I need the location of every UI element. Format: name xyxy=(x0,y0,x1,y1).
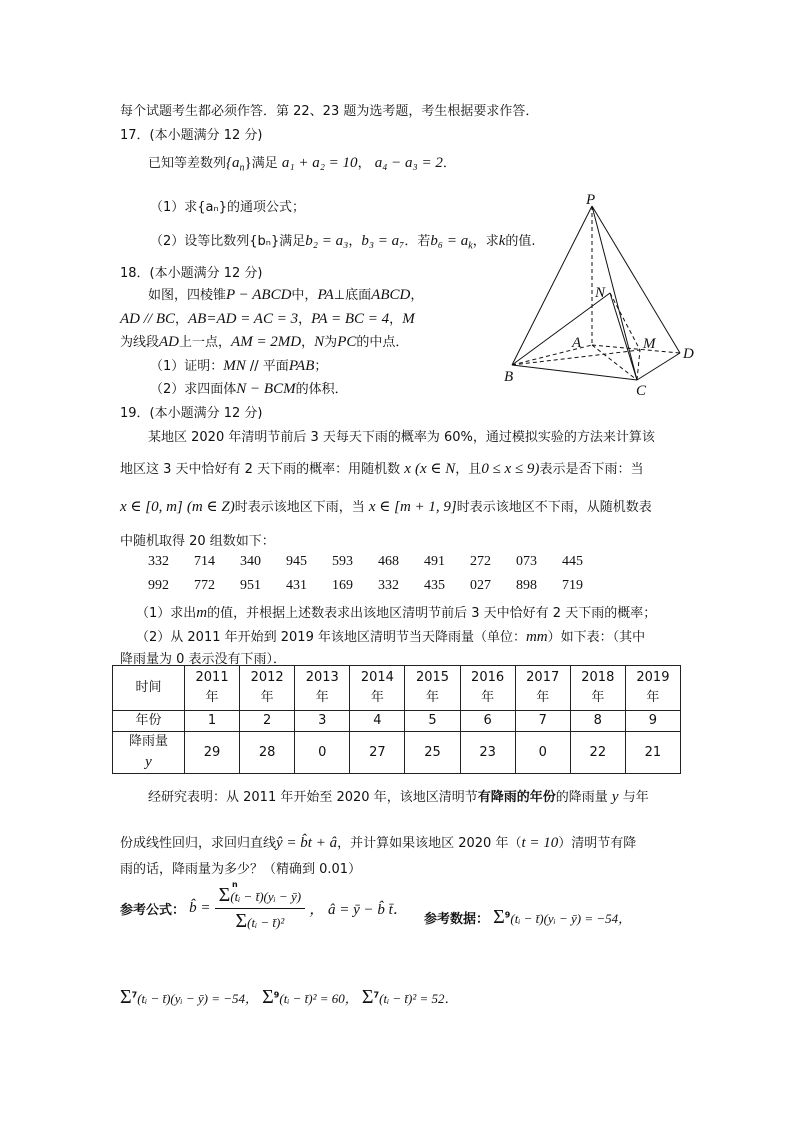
random-row-2 xyxy=(148,578,608,594)
table-cell: 4 xyxy=(350,711,405,732)
label-D: D xyxy=(683,346,694,362)
table-cell: 0 xyxy=(515,732,570,774)
q18-line3: 为线段AD上一点，AM = 2MD，N为PC的中点． xyxy=(120,334,409,350)
reference-formula: 参考公式： b̂ = $\frac{\text{Σ(tᵢ − t̄)(yᵢ − ȳ)}}{\text{Σ(tᵢ − t̄)²}}$ ， â = ȳ − b̂ t̄． xyxy=(120,884,408,932)
table-cell: 29 xyxy=(185,732,240,774)
random-number: 714 xyxy=(194,554,215,569)
edge-AD xyxy=(592,345,680,353)
edge-BC xyxy=(512,365,637,380)
table-cell: 3 xyxy=(295,711,350,732)
q19-after-table: 经研究表明：从 2011 年开始至 2020 年，该地区清明节有降雨的年份的降雨量 y 与年 xyxy=(148,789,649,805)
q17-part2: （2）设等比数列{bₙ}满足b₂ = a₃，b₃ = a₇．若$b_6 = a_k$，求k的值. xyxy=(150,233,536,252)
random-number: 719 xyxy=(562,578,583,593)
q19-line3: x ∈ [0, m] (m ∈ Z)时表示该地区下雨，当 x ∈ [m + 1, 9]时表示该地区不下雨，从随机数表 xyxy=(120,499,652,515)
random-number: 073 xyxy=(516,554,537,569)
table-cell-head: 年份 xyxy=(113,711,185,732)
table-cell: 2013 年 xyxy=(295,666,350,711)
q19-regression-line: 份成线性回归，求回归直线ŷ = b̂t + â，并计算如果该地区 2020 年（t = 10）清明节有降 xyxy=(120,835,637,851)
q18-part2: （2）求四面体N − BCM的体积． xyxy=(150,381,348,397)
table-cell: 2015 年 xyxy=(405,666,460,711)
sum-top-limit: n xyxy=(232,880,238,889)
edge-CM xyxy=(637,350,640,380)
table-cell: 9 xyxy=(625,711,680,732)
q18-heading: 18．(本小题满分 12 分) xyxy=(120,266,263,281)
random-number: 027 xyxy=(470,578,491,593)
random-number: 431 xyxy=(286,578,307,593)
table-cell: 27 xyxy=(350,732,405,774)
table-cell-head: 降雨量 y xyxy=(113,732,185,774)
random-number: 593 xyxy=(332,554,353,569)
table-cell: 23 xyxy=(460,732,515,774)
q19-question: 雨的话，降雨量为多少？（精确到 0.01） xyxy=(120,862,362,877)
table-cell: 2019 年 xyxy=(625,666,680,711)
label-A: A xyxy=(572,335,582,351)
random-number: 435 xyxy=(424,578,445,593)
reference-data-row2: $\Sigma^7(tᵢ$ − t̄)(yᵢ − ȳ) = −54， $\Sigma^9(tᵢ$ − t̄)² = 60， $\Sigma^7(tᵢ$ − t̄)² = 52． xyxy=(120,986,458,1008)
reference-data: 参考数据： $\Sigma^9(tᵢ$ − t̄)(yᵢ − ȳ) = −54， xyxy=(424,906,632,928)
random-number: 951 xyxy=(240,578,261,593)
table-cell: 2016 年 xyxy=(460,666,515,711)
random-row-1 xyxy=(148,554,608,570)
label-B: B xyxy=(504,369,514,385)
random-number: 491 xyxy=(424,554,445,569)
edge-BM xyxy=(512,350,640,365)
random-number: 468 xyxy=(378,554,399,569)
table-row-y xyxy=(113,732,681,774)
edge-AC xyxy=(592,345,637,380)
q19-line2: 地区这 3 天中恰好有 2 天下雨的概率：用随机数 x (x ∈ N，且0 ≤ x ≤ 9)表示是否下雨：当 xyxy=(120,461,644,477)
random-number: 992 xyxy=(148,578,169,593)
table-cell: 8 xyxy=(570,711,625,732)
random-number: 772 xyxy=(194,578,215,593)
random-number: 945 xyxy=(286,554,307,569)
table-cell: 1 xyxy=(185,711,240,732)
table-cell: 2018 年 xyxy=(570,666,625,711)
random-number: 445 xyxy=(562,554,583,569)
q18-part1: （1）证明：MN // 平面PAB； xyxy=(150,358,328,374)
random-number: 272 xyxy=(470,554,491,569)
q18-line1: 如图，四棱锥P − ABCD中，PA⊥底面ABCD， xyxy=(148,287,424,303)
q19-heading: 19．(本小题满分 12 分) xyxy=(120,406,263,421)
pyramid-figure xyxy=(500,190,710,400)
label-N: N xyxy=(595,285,606,301)
label-P: P xyxy=(586,192,596,208)
q19-part2-note: 降雨量为 0 表示没有下雨）． xyxy=(120,652,287,667)
table-cell: 28 xyxy=(240,732,295,774)
q17-heading: 17．(本小题满分 12 分) xyxy=(120,128,263,143)
rainfall-table xyxy=(112,665,681,774)
q19-part1: （1）求出m的值，并根据上述数表求出该地区清明节前后 3 天中恰好有 2 天下雨的概率； xyxy=(136,605,657,621)
table-row-year xyxy=(113,666,681,711)
q19-line1: 某地区 2020 年清明节前后 3 天每天下雨的概率为 60%，通过模拟实验的方法来计算该 xyxy=(148,430,655,445)
table-row-t xyxy=(113,711,681,732)
table-cell: 25 xyxy=(405,732,460,774)
bhat-fraction: $\frac{\text{Σ(tᵢ − t̄)(yᵢ − ȳ)}}{\text{Σ(tᵢ − t̄)²}}$ xyxy=(215,884,305,933)
table-cell: 0 xyxy=(295,732,350,774)
q17-stem: 已知等差数列$\{a_n\}$满足 a₁ + a₂ = 10， a₄ − a₃ = 2． xyxy=(148,155,456,174)
intro-line: 每个试题考生都必须作答．第 22、23 题为选考题，考生根据要求作答． xyxy=(120,104,539,119)
table-cell: 7 xyxy=(515,711,570,732)
table-cell: 22 xyxy=(570,732,625,774)
edge-CD xyxy=(637,353,680,380)
random-number: 898 xyxy=(516,578,537,593)
edge-PD xyxy=(592,206,680,353)
table-cell: 6 xyxy=(460,711,515,732)
q19-line4: 中随机取得 20 组数如下： xyxy=(120,534,275,549)
random-number: 332 xyxy=(148,554,169,569)
label-C: C xyxy=(636,383,647,399)
table-cell: 2012 年 xyxy=(240,666,295,711)
table-cell-head: 时间 xyxy=(113,666,185,711)
table-cell: 2017 年 xyxy=(515,666,570,711)
random-number: 169 xyxy=(332,578,353,593)
label-M: M xyxy=(643,336,656,352)
random-number: 340 xyxy=(240,554,261,569)
table-cell: 2 xyxy=(240,711,295,732)
table-cell: 2014 年 xyxy=(350,666,405,711)
table-cell: 21 xyxy=(625,732,680,774)
table-cell: 5 xyxy=(405,711,460,732)
table-cell: 2011 年 xyxy=(185,666,240,711)
random-number: 332 xyxy=(378,578,399,593)
q18-line2: AD // BC，AB=AD = AC = 3，PA = BC = 4，M xyxy=(120,311,415,327)
edge-BN xyxy=(512,293,610,365)
q19-part2: （2）从 2011 年开始到 2019 年该地区清明节当天降雨量（单位：mm）如下表：（其中 xyxy=(136,629,646,645)
q17-part1: （1）求{aₙ}的通项公式； xyxy=(150,200,305,215)
